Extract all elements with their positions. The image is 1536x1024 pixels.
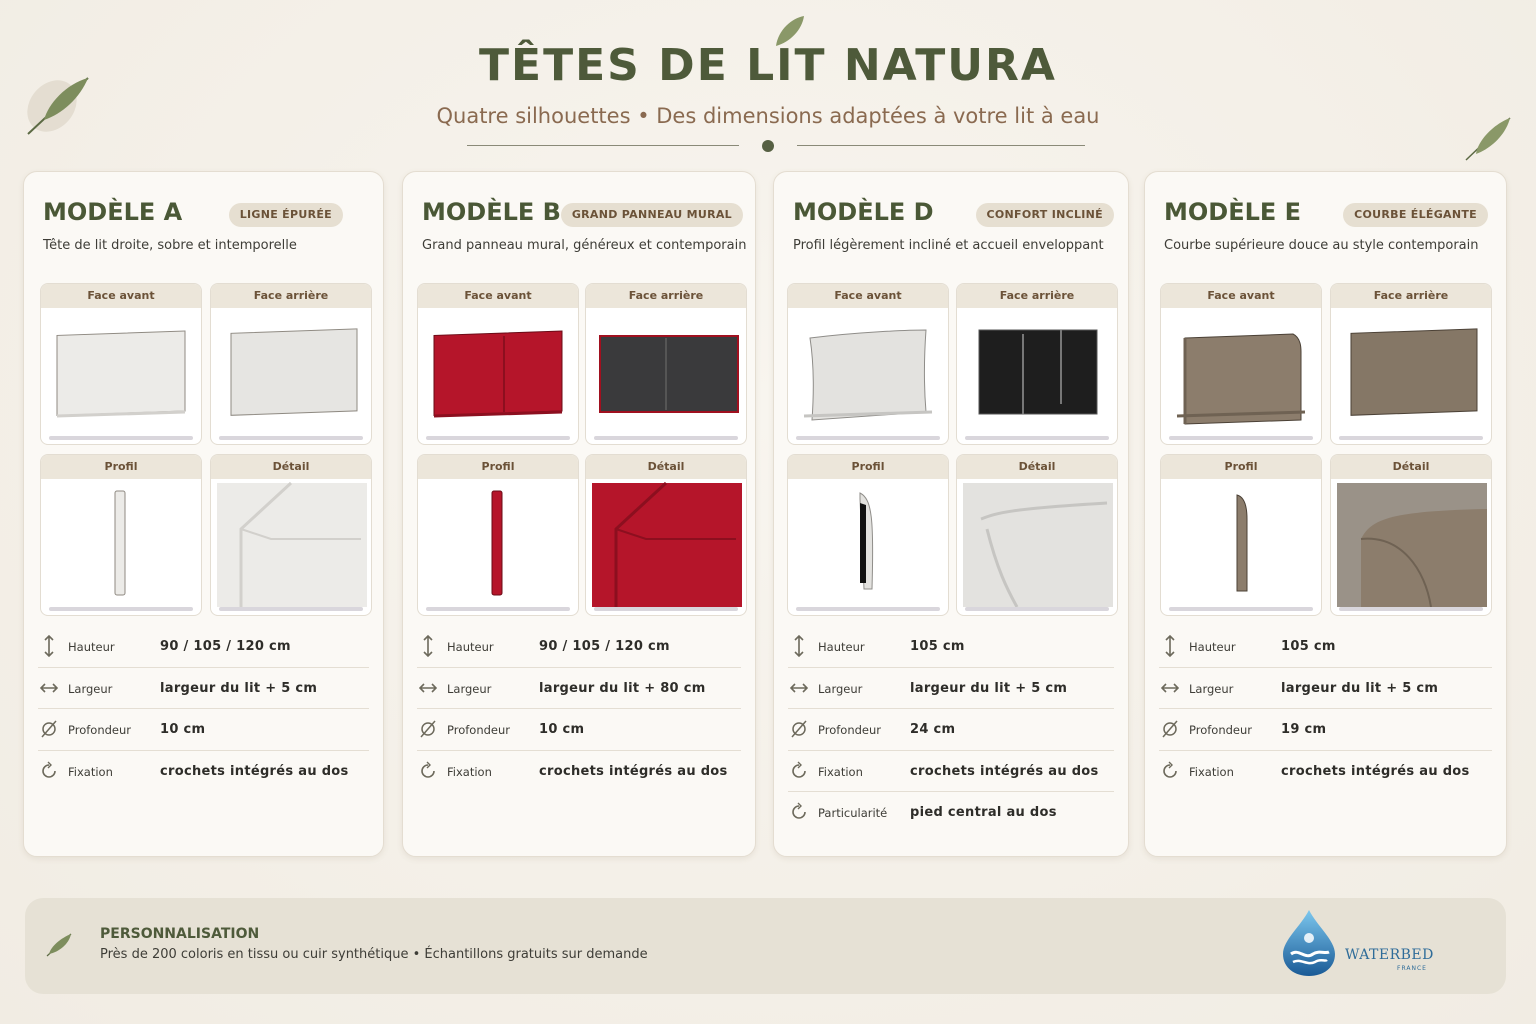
height-icon xyxy=(40,634,58,658)
hook-icon xyxy=(40,759,58,783)
depth-icon xyxy=(419,717,437,741)
spec-row xyxy=(38,626,369,668)
spec-value: largeur du lit + 5 cm xyxy=(160,680,318,696)
spec-label: Particularité xyxy=(818,806,888,820)
spec-value: 90 / 105 / 120 cm xyxy=(160,639,291,654)
depth-icon xyxy=(1161,717,1179,741)
spec-label: Profondeur xyxy=(447,723,511,737)
spec-label: Hauteur xyxy=(818,640,865,654)
view-label: Face avant xyxy=(41,284,201,308)
spec-label: Hauteur xyxy=(68,640,115,654)
model-title: MODÈLE D xyxy=(793,198,934,226)
headboard-image xyxy=(1161,308,1321,436)
image-scrollbar xyxy=(965,607,1109,611)
spec-label: Fixation xyxy=(447,764,492,779)
spec-list xyxy=(788,626,1114,834)
spec-row xyxy=(417,668,741,710)
view-tile xyxy=(40,283,202,445)
image-scrollbar xyxy=(796,607,940,611)
spec-label: Hauteur xyxy=(1189,640,1236,654)
view-label: Détail xyxy=(586,455,746,479)
image-scrollbar xyxy=(49,607,193,611)
style-badge: GRAND PANNEAU MURAL xyxy=(561,203,743,227)
leaf-icon xyxy=(45,932,73,958)
hook-icon xyxy=(790,800,808,824)
view-label: Profil xyxy=(1161,455,1321,479)
style-badge: LIGNE ÉPURÉE xyxy=(229,203,343,227)
width-icon xyxy=(1161,676,1179,700)
hook-icon xyxy=(1161,759,1179,783)
view-tile xyxy=(1330,454,1492,616)
spec-value: 10 cm xyxy=(160,722,206,737)
model-title: MODÈLE B xyxy=(422,198,561,226)
spec-value: crochets intégrés au dos xyxy=(910,763,1099,779)
brand-logo xyxy=(1279,908,1459,984)
headboard-image xyxy=(211,479,371,607)
image-scrollbar xyxy=(594,436,738,440)
spec-label: Fixation xyxy=(1189,764,1234,779)
spec-row xyxy=(788,626,1114,668)
spec-label: Profondeur xyxy=(818,723,882,737)
spec-row xyxy=(1159,626,1492,668)
headboard-image xyxy=(1331,479,1491,607)
model-title: MODÈLE A xyxy=(43,198,183,226)
spec-row xyxy=(1159,709,1492,751)
headboard-image xyxy=(1331,308,1491,436)
view-tile xyxy=(210,283,372,445)
model-card xyxy=(23,171,384,857)
width-icon xyxy=(40,676,58,700)
spec-value: 19 cm xyxy=(1281,722,1327,737)
view-label: Face avant xyxy=(788,284,948,308)
height-icon xyxy=(790,634,808,658)
personalisation-banner xyxy=(25,898,1506,994)
spec-label: Largeur xyxy=(447,681,492,696)
spec-value: crochets intégrés au dos xyxy=(539,763,728,779)
view-label: Face avant xyxy=(1161,284,1321,308)
image-scrollbar xyxy=(426,607,570,611)
view-tile xyxy=(956,283,1118,445)
headboard-image xyxy=(788,308,948,436)
view-label: Profil xyxy=(418,455,578,479)
image-scrollbar xyxy=(1339,436,1483,440)
model-card xyxy=(773,171,1129,857)
spec-value: largeur du lit + 5 cm xyxy=(910,680,1068,696)
spec-row xyxy=(417,709,741,751)
spec-label: Hauteur xyxy=(447,640,494,654)
spec-value: 10 cm xyxy=(539,722,585,737)
style-badge: COURBE ÉLÉGANTE xyxy=(1343,203,1488,227)
personalisation-title: PERSONNALISATION xyxy=(100,926,260,942)
spec-row xyxy=(38,668,369,710)
divider xyxy=(467,145,739,146)
headboard-image xyxy=(418,479,578,607)
spec-label: Fixation xyxy=(68,764,113,779)
model-card xyxy=(402,171,756,857)
view-tile xyxy=(787,283,949,445)
personalisation-text: Près de 200 coloris en tissu ou cuir synthétique • Échantillons gratuits sur demande xyxy=(100,947,648,962)
view-label: Face arrière xyxy=(1331,284,1491,308)
model-description: Courbe supérieure douce au style contemporain xyxy=(1164,238,1479,253)
headboard-image xyxy=(788,479,948,607)
spec-label: Profondeur xyxy=(1189,723,1253,737)
view-label: Détail xyxy=(211,455,371,479)
spec-row xyxy=(788,792,1114,834)
spec-label: Profondeur xyxy=(68,723,132,737)
brand-name: WATERBED xyxy=(1345,947,1434,963)
headboard-image xyxy=(418,308,578,436)
spec-label: Largeur xyxy=(818,681,863,696)
page-title: TÊTES DE LIT NATURA xyxy=(479,40,1057,91)
view-label: Profil xyxy=(788,455,948,479)
image-scrollbar xyxy=(965,436,1109,440)
model-card xyxy=(1144,171,1507,857)
spec-row xyxy=(417,626,741,668)
width-icon xyxy=(790,676,808,700)
image-scrollbar xyxy=(426,436,570,440)
spec-row xyxy=(1159,668,1492,710)
view-label: Profil xyxy=(41,455,201,479)
image-scrollbar xyxy=(796,436,940,440)
height-icon xyxy=(1161,634,1179,658)
width-icon xyxy=(419,676,437,700)
spec-row xyxy=(788,709,1114,751)
spec-value: 24 cm xyxy=(910,722,956,737)
view-label: Détail xyxy=(1331,455,1491,479)
model-description: Grand panneau mural, généreux et contemporain xyxy=(422,238,747,253)
view-tile xyxy=(417,283,579,445)
view-tile xyxy=(787,454,949,616)
spec-value: 90 / 105 / 120 cm xyxy=(539,639,670,654)
view-tile xyxy=(1330,283,1492,445)
headboard-image xyxy=(586,308,746,436)
image-scrollbar xyxy=(1169,607,1313,611)
spec-row xyxy=(788,668,1114,710)
spec-value: 105 cm xyxy=(1281,639,1336,654)
view-tile xyxy=(956,454,1118,616)
spec-label: Largeur xyxy=(68,681,113,696)
depth-icon xyxy=(790,717,808,741)
headboard-image xyxy=(957,479,1117,607)
view-tile xyxy=(1160,454,1322,616)
brand-subtitle: FRANCE xyxy=(1397,965,1427,972)
style-badge: CONFORT INCLINÉ xyxy=(976,203,1115,227)
headboard-image xyxy=(957,308,1117,436)
depth-icon xyxy=(40,717,58,741)
header xyxy=(0,36,1536,128)
image-scrollbar xyxy=(1339,607,1483,611)
page-subtitle: Quatre silhouettes • Des dimensions adaptées à votre lit à eau xyxy=(436,104,1100,128)
headboard-image xyxy=(41,308,201,436)
view-label: Face arrière xyxy=(957,284,1117,308)
spec-row xyxy=(417,751,741,793)
view-tile xyxy=(585,283,747,445)
view-tile xyxy=(210,454,372,616)
view-tile xyxy=(1160,283,1322,445)
headboard-image xyxy=(41,479,201,607)
spec-value: 105 cm xyxy=(910,639,965,654)
model-description: Tête de lit droite, sobre et intemporelle xyxy=(43,238,297,253)
spec-row xyxy=(788,751,1114,793)
spec-label: Fixation xyxy=(818,764,863,779)
headboard-image xyxy=(586,479,746,607)
model-title: MODÈLE E xyxy=(1164,198,1302,226)
spec-label: Largeur xyxy=(1189,681,1234,696)
spec-value: crochets intégrés au dos xyxy=(1281,763,1470,779)
image-scrollbar xyxy=(219,436,363,440)
image-scrollbar xyxy=(49,436,193,440)
water-drop-icon xyxy=(1279,908,1339,978)
hook-icon xyxy=(790,759,808,783)
spec-row xyxy=(38,751,369,793)
view-tile xyxy=(417,454,579,616)
image-scrollbar xyxy=(219,607,363,611)
view-tile xyxy=(40,454,202,616)
divider-dot xyxy=(762,140,774,152)
view-label: Face avant xyxy=(418,284,578,308)
spec-list xyxy=(38,626,369,792)
spec-value: pied central au dos xyxy=(910,805,1057,820)
headboard-image xyxy=(211,308,371,436)
spec-row xyxy=(1159,751,1492,793)
model-description: Profil légèrement incliné et accueil enveloppant xyxy=(793,238,1104,253)
hook-icon xyxy=(419,759,437,783)
spec-row xyxy=(38,709,369,751)
height-icon xyxy=(419,634,437,658)
view-tile xyxy=(585,454,747,616)
image-scrollbar xyxy=(594,607,738,611)
view-label: Face arrière xyxy=(586,284,746,308)
divider xyxy=(797,145,1085,146)
spec-value: crochets intégrés au dos xyxy=(160,763,349,779)
image-scrollbar xyxy=(1169,436,1313,440)
view-label: Détail xyxy=(957,455,1117,479)
spec-list xyxy=(417,626,741,792)
headboard-image xyxy=(1161,479,1321,607)
view-label: Face arrière xyxy=(211,284,371,308)
spec-value: largeur du lit + 80 cm xyxy=(539,680,706,696)
spec-value: largeur du lit + 5 cm xyxy=(1281,680,1439,696)
spec-list xyxy=(1159,626,1492,792)
